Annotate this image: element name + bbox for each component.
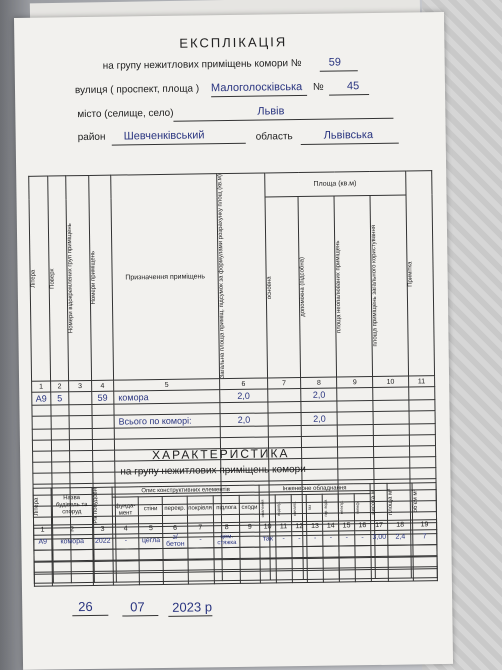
cell: цем. стяжка [214, 532, 241, 547]
col-num: 10 [260, 522, 276, 532]
col-num: 7 [187, 522, 213, 532]
cell: - [355, 530, 371, 545]
col-height: висота м [370, 489, 377, 515]
col-num: 14 [323, 521, 339, 531]
col-num: 8 [301, 377, 337, 389]
col-eng: гар. вода [323, 499, 329, 517]
col-foundation: фунда-мент [112, 497, 139, 524]
city-label: місто (селище, село) [77, 107, 174, 121]
col-auxiliary: допоміжна (підсобна) [299, 257, 307, 317]
col-num: 11 [408, 376, 434, 387]
col-eng: газ [307, 505, 313, 511]
row-floor: 5 [50, 392, 69, 405]
col-eng: опалення [259, 499, 266, 518]
col-num: 3 [92, 524, 112, 534]
col-num: 7 [267, 378, 301, 389]
district-name: Шевченківський [123, 129, 205, 143]
row-room-name: комора [114, 390, 220, 404]
row-aux-area: 2,0 [301, 388, 337, 402]
col-litera: Літера [30, 269, 37, 288]
col-common: площа приміщень загального користування [370, 225, 379, 347]
col-room-numbers: Номери приміщень [89, 251, 97, 305]
cell [240, 532, 260, 547]
characteristics-title: ХАРАКТЕРИСТИКА [152, 446, 290, 463]
total-aux-area: 2,0 [301, 412, 337, 426]
cell: цегла [139, 533, 163, 548]
col-num: 6 [163, 523, 187, 533]
col-num: 16 [354, 520, 370, 530]
house-no-label: № [312, 81, 324, 93]
col-building-name: Назва будівель та споруд [51, 487, 93, 524]
col-num: 1 [34, 525, 52, 535]
cell: так [260, 532, 276, 547]
document-title: ЕКСПЛІКАЦІЯ [179, 34, 288, 51]
col-walls: стіни [138, 497, 163, 524]
col-num: 17 [370, 520, 388, 530]
cell: комора [52, 534, 93, 550]
col-num: 2 [50, 381, 69, 392]
document-sheet [14, 12, 453, 670]
row-total-area: 2,0 [220, 389, 268, 403]
col-main: основна [266, 276, 273, 299]
cell: 7 [412, 529, 437, 544]
col-year: Рік побудови [92, 487, 99, 524]
cell: 2022 [93, 534, 113, 549]
cell: - [276, 531, 292, 546]
col-num: 3 [69, 381, 91, 392]
characteristics-subtitle: на групу нежитлових приміщень комори [120, 463, 306, 478]
col-floor: підлога [213, 496, 240, 523]
cell: - [113, 534, 140, 549]
col-num: 12 [291, 521, 307, 531]
city-name: Львів [257, 105, 285, 118]
col-ceilings: перекр. [163, 496, 188, 523]
col-num: 1 [32, 381, 51, 392]
house-number: 45 [346, 80, 360, 93]
cell: 2,4 [388, 530, 412, 545]
group-label: на групу нежитлових приміщень комори № [102, 57, 302, 72]
total-label: Всього по коморі: [114, 414, 220, 428]
col-num: 18 [388, 520, 412, 530]
col-eng: водопр. [275, 501, 281, 516]
date-year: 2023 р [172, 599, 213, 615]
col-volume: об'єм м³ [412, 489, 419, 513]
col-unheated: площа неопалюваних приміщень [335, 240, 343, 333]
col-note: Примітка [407, 260, 414, 287]
district-label: район [77, 131, 106, 144]
col-num: 10 [373, 376, 409, 387]
col-eng: електр. [338, 500, 345, 515]
col-eng: каналіз. [291, 500, 297, 516]
col-litera: Літера [33, 497, 40, 516]
date-day: 26 [78, 598, 93, 615]
col-num: 11 [275, 521, 291, 531]
col-num: 5 [114, 379, 220, 391]
cell: з/бетон [163, 533, 187, 548]
col-num: 4 [91, 380, 114, 391]
construction-header: Опис конструктивних елементів [112, 485, 259, 497]
street-label: вулиця ( проспект, площа ) [74, 83, 200, 97]
col-num: 9 [240, 522, 260, 532]
col-total-area: Загальна площа приміщ. підсумок за формулами розрахунку площ (кв.м) [217, 174, 227, 379]
col-group-numbers: Номери відокремлених груп приміщень [67, 223, 75, 334]
col-num: 9 [337, 377, 373, 388]
cell: - [323, 531, 339, 546]
col-num: 4 [112, 524, 138, 534]
cell: - [187, 532, 214, 547]
col-num: 5 [139, 523, 163, 533]
engineering-header: Інженерне обладнання [259, 484, 370, 496]
cell: 3,00 [370, 530, 388, 545]
col-num: 6 [220, 378, 268, 390]
col-num: 13 [307, 521, 323, 531]
region-label: область [255, 131, 293, 143]
col-stairs: сходи [239, 495, 259, 522]
total-area: 2,0 [220, 413, 268, 427]
group-number: 59 [328, 56, 341, 69]
region-name: Львівська [323, 128, 374, 142]
cell: - [291, 531, 307, 546]
characteristics-table [33, 482, 438, 586]
row-room-number: 59 [91, 391, 114, 404]
col-num: 8 [213, 522, 239, 532]
col-num: 15 [339, 520, 355, 530]
area-header: Площа (кв.м) [264, 171, 406, 197]
cell: А9 [34, 535, 52, 550]
row-litera: А9 [32, 392, 51, 405]
col-purpose: Призначення приміщень [111, 174, 220, 381]
col-roof: покрівля [187, 496, 214, 523]
col-area: площа м² [388, 488, 395, 515]
street-name: Малоголосківська [210, 80, 303, 95]
col-poverkh: Поверх [49, 268, 56, 289]
cell: - [307, 531, 323, 546]
col-num: 19 [412, 519, 436, 529]
cell: - [339, 530, 355, 545]
col-eng: телеф. [354, 500, 360, 514]
col-num: 2 [51, 524, 92, 535]
date-month: 07 [130, 599, 145, 615]
